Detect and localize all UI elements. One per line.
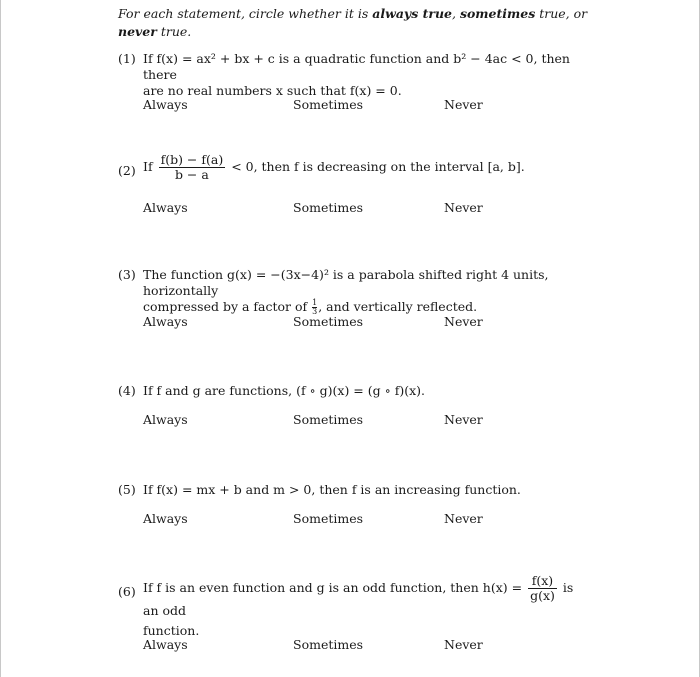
instructions-mid: true, or: [535, 6, 588, 21]
question-line-2: [143, 299, 591, 316]
question-number: (1): [118, 51, 136, 66]
option-sometimes[interactable]: Sometimes: [293, 97, 364, 112]
fraction-numerator: 1: [312, 298, 318, 307]
question-5: [118, 482, 588, 500]
instructions-end: true.: [156, 24, 192, 39]
fraction-numerator: f(b) − f(a): [160, 152, 224, 167]
question-line-1: If f and g are functions, (f ∘ g)(x) = (g ∘ f)(x).: [143, 383, 425, 398]
question-pre: If: [143, 159, 153, 174]
question-number: (4): [118, 383, 136, 398]
sometimes-emphasis: sometimes: [459, 6, 536, 21]
question-line-1: [143, 574, 591, 619]
option-never[interactable]: Never: [444, 314, 483, 329]
instructions: [118, 5, 588, 41]
fraction-numerator: f(x): [528, 574, 557, 589]
fraction-denominator: b − a: [174, 167, 209, 182]
fraction-denominator: g(x): [530, 588, 555, 603]
option-never[interactable]: Never: [444, 637, 483, 652]
option-always[interactable]: Always: [143, 511, 188, 526]
option-never[interactable]: Never: [444, 200, 483, 215]
question-number: (5): [118, 482, 136, 497]
question-line-2: are no real numbers x such that f(x) = 0.: [143, 83, 402, 98]
question-text: [143, 153, 591, 182]
option-always[interactable]: Always: [143, 412, 188, 427]
option-sometimes[interactable]: Sometimes: [293, 200, 364, 215]
question-line-1: The function g(x) = −(3x−4)² is a parabola shifted right 4 units, horizontally: [143, 267, 549, 298]
question-text: [143, 267, 591, 316]
question-number: (2): [118, 163, 136, 178]
option-always[interactable]: Always: [143, 97, 188, 112]
question-text: [143, 574, 591, 639]
question-line-2-post: , and vertically reflected.: [318, 299, 478, 314]
instructions-comma: ,: [451, 6, 460, 21]
instructions-text: For each statement, circle whether it is: [118, 6, 373, 21]
question-pre: If f is an even function and g is an odd function, then h(x) =: [143, 580, 523, 595]
option-always[interactable]: Always: [143, 200, 188, 215]
never-emphasis: never: [118, 24, 157, 39]
question-post: is an odd: [143, 580, 574, 618]
option-never[interactable]: Never: [444, 511, 483, 526]
question-3: [118, 267, 588, 316]
option-sometimes[interactable]: Sometimes: [293, 511, 364, 526]
option-sometimes[interactable]: Sometimes: [293, 314, 364, 329]
question-line-1: If f(x) = ax² + bx + c is a quadratic function and b² − 4ac < 0, then there: [143, 51, 570, 82]
always-true-emphasis: always true: [372, 6, 452, 21]
question-6: [118, 573, 588, 638]
question-1: [118, 51, 588, 98]
question-number: (6): [118, 584, 136, 599]
option-sometimes[interactable]: Sometimes: [293, 412, 364, 427]
question-line-2: function.: [143, 623, 200, 638]
fraction-denominator: 3: [312, 307, 318, 316]
question-number: (3): [118, 267, 136, 282]
question-2: [118, 153, 588, 189]
question-text: [143, 383, 591, 399]
question-post: < 0, then f is decreasing on the interval [a, b].: [231, 159, 525, 174]
difference-quotient: [159, 153, 226, 182]
h-fraction: [528, 574, 557, 603]
option-never[interactable]: Never: [444, 97, 483, 112]
option-sometimes[interactable]: Sometimes: [293, 637, 364, 652]
question-line-1: If f(x) = mx + b and m > 0, then f is an increasing function.: [143, 482, 521, 497]
question-text: [143, 482, 591, 498]
option-always[interactable]: Always: [143, 314, 188, 329]
question-4: [118, 383, 588, 401]
option-always[interactable]: Always: [143, 637, 188, 652]
question-line-2-pre: compressed by a factor of: [143, 299, 308, 314]
question-text: [143, 51, 591, 99]
option-never[interactable]: Never: [444, 412, 483, 427]
